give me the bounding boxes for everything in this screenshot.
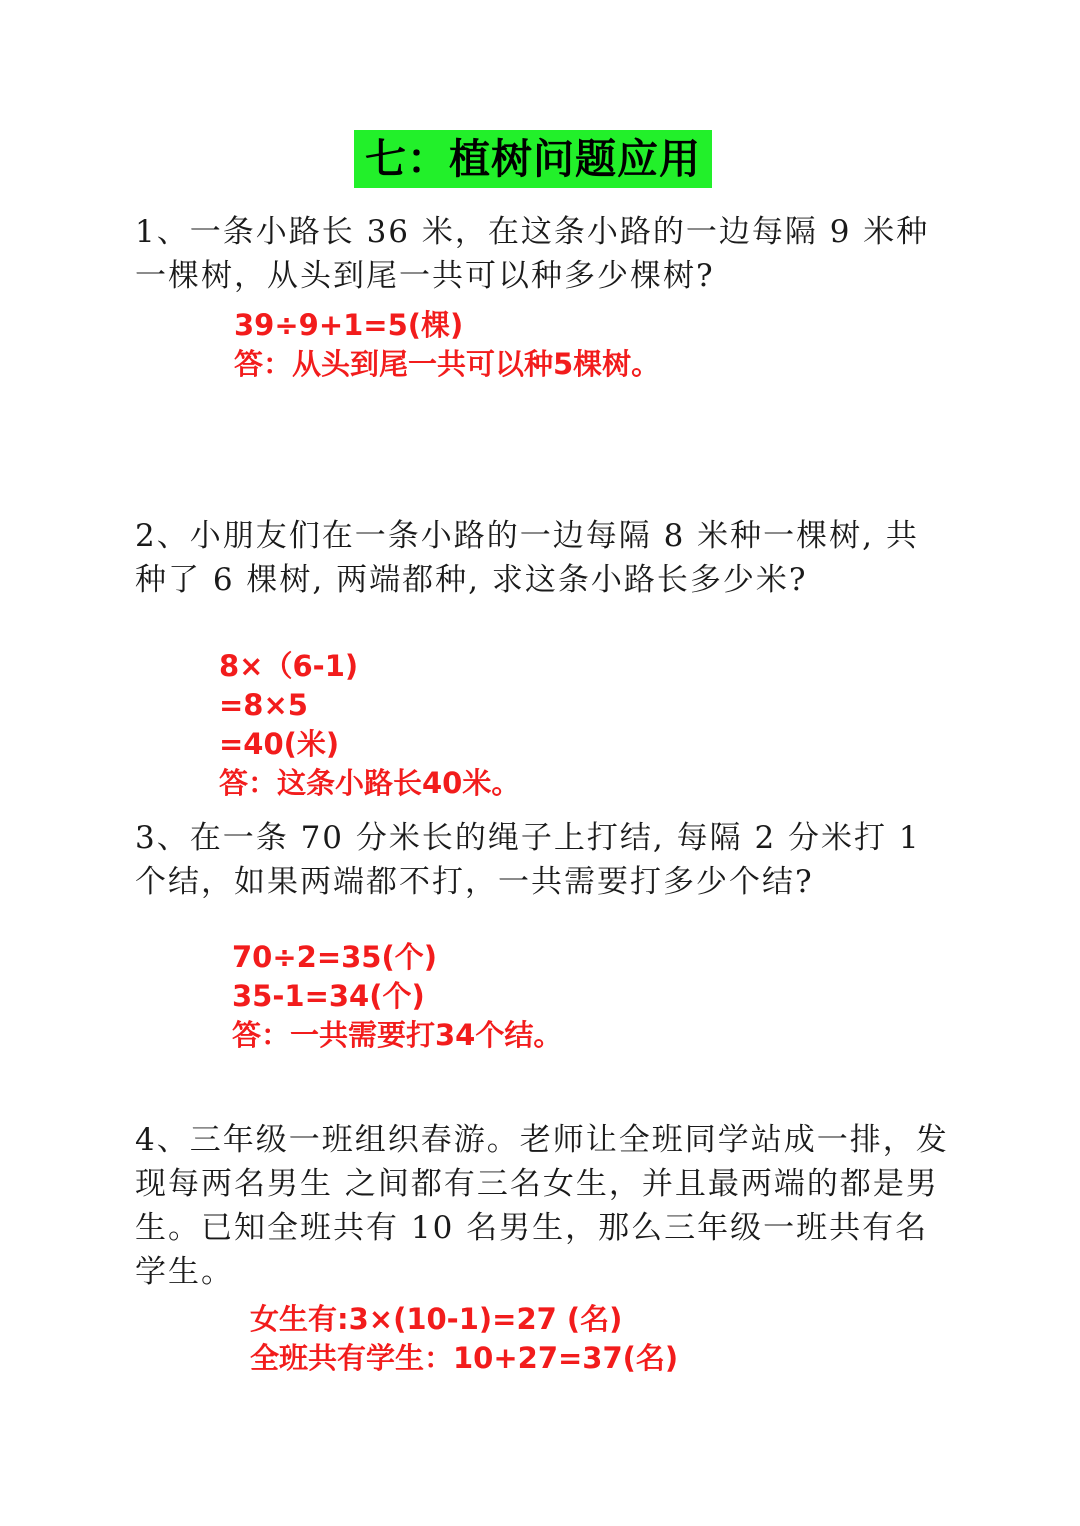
answer-1 [234,306,660,384]
answer-1-line-1: 39÷9+1=5(棵) [234,308,464,342]
answer-3-line-1: 70÷2=35(个) [232,940,437,974]
question-4: 4、三年级一班组织春游。老师让全班同学站成一排，发现每两名男生 之间都有三名女生，并且最两端的都是男生。已知全班共有 10 名男生，那么三年级一班共有名学生。 [135,1122,949,1290]
answer-2-line-3: =40(米) [219,727,340,761]
answer-2 [219,647,520,803]
question-1: 1、一条小路长 36 米，在这条小路的一边每隔 9 米种一棵树，从头到尾一共可以种多少棵树? [135,214,930,294]
answer-2-line-1: 8×（6-1) [219,649,359,683]
answer-4-line-1: 女生有:3×(10-1)=27 (名) [250,1302,623,1336]
question-2: 2、小朋友们在一条小路的一边每隔 8 米种一棵树, 共种了 6 棵树, 两端都种, 求这条小路长多少米? [135,518,919,598]
answer-2-line-4: 答：这条小路长40米。 [219,766,521,800]
answer-1-line-2: 答：从头到尾一共可以种5棵树。 [234,347,661,381]
answer-4-line-2: 全班共有学生：10+27=37(名) [250,1341,679,1375]
question-3: 3、在一条 70 分米长的绳子上打结, 每隔 2 分米打 1 个结，如果两端都不打，一共需要打多少个结? [135,820,921,900]
answer-3-line-3: 答：一共需要打34个结。 [232,1018,563,1052]
answer-4 [250,1300,678,1378]
answer-2-line-2: =8×5 [219,688,308,722]
page-title: 七：植树问题应用 [354,130,712,188]
answer-3 [232,938,562,1055]
answer-3-line-2: 35-1=34(个) [232,979,425,1013]
